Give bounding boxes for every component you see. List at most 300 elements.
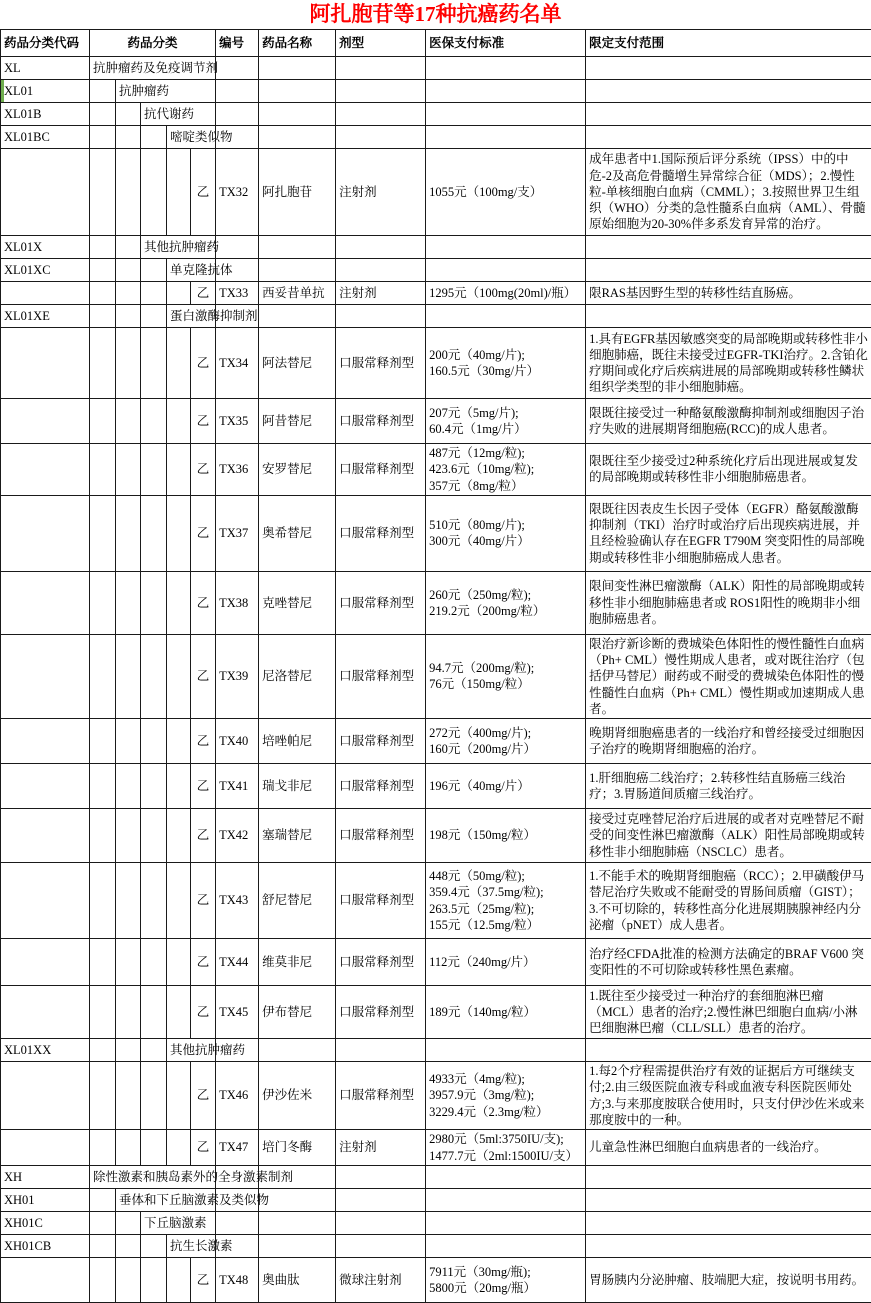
header-number: 编号 (216, 30, 259, 57)
indent-cell (167, 444, 191, 496)
otc-class-cell: 乙 (191, 939, 216, 986)
empty-number-cell (216, 1212, 259, 1235)
drug-code-cell: TX40 (216, 719, 259, 764)
indent-cell (116, 399, 141, 444)
indent-cell (167, 495, 191, 571)
dosage-form-cell: 口服常释剂型 (336, 986, 426, 1039)
empty-code-cell (1, 863, 90, 939)
empty-price-cell (426, 1039, 586, 1062)
scope-cell: 1.不能手术的晚期肾细胞癌（RCC）；2.甲磺酸伊马替尼治疗失败或不能耐受的胃肠间质瘤（GIST）；3.不可切除的，转移性高分化进展期胰腺神经内分泌瘤（pNET）成人患者。 (586, 863, 871, 939)
empty-price-cell (426, 1189, 586, 1212)
indent-cell (141, 719, 167, 764)
empty-code-cell (1, 399, 90, 444)
indent-cell (116, 305, 141, 328)
scope-cell: 治疗经CFDA批准的检测方法确定的BRAF V600 突变阳性的不可切除或转移性黑色素瘤。 (586, 939, 871, 986)
empty-code-cell (1, 634, 90, 718)
indent-cell (167, 149, 191, 236)
empty-scope-cell (586, 1235, 871, 1258)
indent-cell (167, 764, 191, 809)
indent-cell (167, 634, 191, 718)
indent-cell (167, 571, 191, 634)
indent-cell (90, 719, 116, 764)
drug-name-cell: 塞瑞替尼 (259, 809, 336, 863)
drug-row (1, 571, 871, 634)
indent-cell (116, 1062, 141, 1130)
otc-class-cell: 乙 (191, 809, 216, 863)
category-label-cell: 抗代谢药 (141, 103, 216, 126)
indent-cell (141, 863, 167, 939)
indent-cell (116, 634, 141, 718)
price-cell (426, 444, 586, 496)
empty-drug-name-cell (259, 236, 336, 259)
indent-cell (141, 764, 167, 809)
indent-cell (167, 719, 191, 764)
price-line: 510元（80mg/片); (429, 517, 582, 533)
empty-price-cell (426, 1166, 586, 1189)
indent-cell (141, 986, 167, 1039)
scope-cell: 胃肠胰内分泌肿瘤、肢端肥大症，按说明书用药。 (586, 1258, 871, 1303)
drug-code-cell: TX47 (216, 1130, 259, 1166)
category-row (1, 1189, 871, 1212)
category-code-cell: XL01B (1, 103, 90, 126)
drug-code-cell: TX34 (216, 328, 259, 399)
indent-cell (141, 259, 167, 282)
indent-cell (167, 863, 191, 939)
indent-cell (90, 863, 116, 939)
empty-number-cell (216, 103, 259, 126)
otc-class-cell: 乙 (191, 764, 216, 809)
empty-dosage-form-cell (336, 126, 426, 149)
dosage-form-cell: 口服常释剂型 (336, 444, 426, 496)
indent-cell (141, 1130, 167, 1166)
price-cell (426, 809, 586, 863)
scope-cell: 限间变性淋巴瘤激酶（ALK）阳性的局部晚期或转移性非小细胞肺癌患者或 ROS1阳性的晚期非小细胞肺癌患者。 (586, 571, 871, 634)
price-line: 1477.7元（2ml:1500IU/支） (429, 1148, 582, 1164)
price-line: 155元（12.5mg/粒） (429, 917, 582, 933)
indent-cell (141, 1258, 167, 1303)
indent-cell (141, 634, 167, 718)
indent-cell (90, 1212, 116, 1235)
indent-cell (116, 1130, 141, 1166)
price-line: 357元（8mg/粒） (429, 478, 582, 494)
otc-class-cell: 乙 (191, 1062, 216, 1130)
indent-cell (90, 259, 116, 282)
category-label-cell: 除性激素和胰岛素外的全身激素制剂 (90, 1166, 216, 1189)
indent-cell (90, 444, 116, 496)
empty-scope-cell (586, 103, 871, 126)
price-line: 4933元（4mg/粒); (429, 1071, 582, 1087)
empty-code-cell (1, 282, 90, 305)
indent-cell (141, 444, 167, 496)
empty-drug-name-cell (259, 103, 336, 126)
otc-class-cell: 乙 (191, 149, 216, 236)
indent-cell (167, 809, 191, 863)
price-line: 263.5元（25mg/粒); (429, 901, 582, 917)
drug-name-cell: 奥希替尼 (259, 495, 336, 571)
price-line: 359.4元（37.5mg/粒); (429, 884, 582, 900)
empty-code-cell (1, 328, 90, 399)
drug-row (1, 1130, 871, 1166)
empty-drug-name-cell (259, 126, 336, 149)
category-label-cell: 抗肿瘤药及免疫调节剂 (90, 57, 216, 80)
indent-cell (141, 1062, 167, 1130)
indent-cell (116, 495, 141, 571)
header-category: 药品分类 (90, 30, 216, 57)
category-label-cell: 单克隆抗体 (167, 259, 216, 282)
indent-cell (90, 149, 116, 236)
scope-cell: 1.每2个疗程需提供治疗有效的证据后方可继续支付;2.由三级医院血液专科或血液专科医院医师处方;3.与来那度胺联合使用时，只支付伊沙佐米或来那度胺中的一种。 (586, 1062, 871, 1130)
price-line: 2980元（5ml:3750IU/支); (429, 1131, 582, 1147)
category-row (1, 57, 871, 80)
drug-row (1, 634, 871, 718)
price-cell (426, 863, 586, 939)
indent-cell (116, 1212, 141, 1235)
indent-cell (90, 571, 116, 634)
price-cell (426, 939, 586, 986)
otc-class-cell: 乙 (191, 986, 216, 1039)
price-line: 487元（12mg/粒); (429, 445, 582, 461)
empty-price-cell (426, 236, 586, 259)
indent-cell (141, 149, 167, 236)
indent-cell (141, 305, 167, 328)
empty-dosage-form-cell (336, 1235, 426, 1258)
empty-drug-name-cell (259, 1235, 336, 1258)
indent-cell (90, 328, 116, 399)
dosage-form-cell: 口服常释剂型 (336, 863, 426, 939)
drug-row (1, 149, 871, 236)
empty-code-cell (1, 719, 90, 764)
drug-name-cell: 西妥昔单抗 (259, 282, 336, 305)
empty-drug-name-cell (259, 1039, 336, 1062)
indent-cell (141, 399, 167, 444)
scope-cell: 1.具有EGFR基因敏感突变的局部晚期或转移性非小细胞肺癌，既往未接受过EGFR-TKI治疗。2.含铂化疗期间或化疗后疾病进展的局部晚期或转移性鳞状组织学类型的非小细胞肺癌。 (586, 328, 871, 399)
empty-drug-name-cell (259, 1189, 336, 1212)
price-line: 207元（5mg/片); (429, 405, 582, 421)
drug-code-cell: TX36 (216, 444, 259, 496)
table-body (1, 57, 871, 1303)
category-row (1, 1235, 871, 1258)
category-code-cell: XL01BC (1, 126, 90, 149)
drug-code-cell: TX48 (216, 1258, 259, 1303)
empty-dosage-form-cell (336, 1189, 426, 1212)
empty-scope-cell (586, 1189, 871, 1212)
drug-row (1, 399, 871, 444)
category-row (1, 1039, 871, 1062)
category-code-cell: XH (1, 1166, 90, 1189)
empty-dosage-form-cell (336, 1039, 426, 1062)
drug-name-cell: 阿法替尼 (259, 328, 336, 399)
drug-name-cell: 培门冬酶 (259, 1130, 336, 1166)
scope-cell: 成年患者中1.国际预后评分系统（IPSS）中的中危-2及高危骨髓增生异常综合征（MDS）；2.慢性粒-单核细胞白血病（CMML）；3.按照世界卫生组织（WHO）分类的急性髓系白血病（AML）、骨髓原始细胞为20-30%伴多系发育异常的治疗。 (586, 149, 871, 236)
empty-code-cell (1, 571, 90, 634)
price-line: 3229.4元（2.3mg/粒） (429, 1104, 582, 1120)
indent-cell (90, 1235, 116, 1258)
drug-name-cell: 尼洛替尼 (259, 634, 336, 718)
empty-drug-name-cell (259, 57, 336, 80)
empty-scope-cell (586, 236, 871, 259)
empty-scope-cell (586, 1039, 871, 1062)
empty-dosage-form-cell (336, 305, 426, 328)
empty-scope-cell (586, 259, 871, 282)
otc-class-cell: 乙 (191, 863, 216, 939)
indent-cell (116, 1039, 141, 1062)
indent-cell (167, 1062, 191, 1130)
indent-cell (90, 126, 116, 149)
price-cell (426, 1258, 586, 1303)
drug-row (1, 809, 871, 863)
indent-cell (90, 495, 116, 571)
category-label-cell: 嘧啶类似物 (167, 126, 216, 149)
empty-price-cell (426, 305, 586, 328)
indent-cell (90, 1258, 116, 1303)
drug-code-cell: TX39 (216, 634, 259, 718)
scope-cell: 儿童急性淋巴细胞白血病患者的一线治疗。 (586, 1130, 871, 1166)
empty-price-cell (426, 126, 586, 149)
scope-cell: 限既往至少接受过2种系统化疗后出现进展或复发的局部晚期或转移性非小细胞肺癌患者。 (586, 444, 871, 496)
price-line: 272元（400mg/片); (429, 725, 582, 741)
drug-name-cell: 安罗替尼 (259, 444, 336, 496)
indent-cell (116, 259, 141, 282)
empty-price-cell (426, 1235, 586, 1258)
empty-drug-name-cell (259, 259, 336, 282)
drug-row (1, 719, 871, 764)
category-row (1, 305, 871, 328)
header-payment-scope: 限定支付范围 (586, 30, 871, 57)
empty-code-cell (1, 495, 90, 571)
category-label-cell: 下丘脑激素 (141, 1212, 216, 1235)
indent-cell (116, 571, 141, 634)
price-cell (426, 634, 586, 718)
price-line: 423.6元（10mg/粒); (429, 461, 582, 477)
indent-cell (116, 103, 141, 126)
indent-cell (116, 986, 141, 1039)
category-code-cell: XL01XE (1, 305, 90, 328)
category-label-cell: 其他抗肿瘤药 (167, 1039, 216, 1062)
empty-drug-name-cell (259, 1212, 336, 1235)
indent-cell (167, 328, 191, 399)
drug-code-cell: TX46 (216, 1062, 259, 1130)
dosage-form-cell: 注射剂 (336, 1130, 426, 1166)
drug-name-cell: 阿扎胞苷 (259, 149, 336, 236)
scope-cell: 限RAS基因野生型的转移性结直肠癌。 (586, 282, 871, 305)
drug-code-cell: TX32 (216, 149, 259, 236)
price-cell (426, 1062, 586, 1130)
otc-class-cell: 乙 (191, 444, 216, 496)
drug-code-cell: TX37 (216, 495, 259, 571)
empty-drug-name-cell (259, 305, 336, 328)
dosage-form-cell: 口服常释剂型 (336, 764, 426, 809)
price-line: 112元（240mg/片） (429, 954, 582, 970)
empty-price-cell (426, 80, 586, 103)
empty-code-cell (1, 809, 90, 863)
category-label-cell: 抗生长激素 (167, 1235, 216, 1258)
page-title: 阿扎胞苷等17种抗癌药名单 (0, 0, 871, 29)
indent-cell (90, 80, 116, 103)
dosage-form-cell: 注射剂 (336, 149, 426, 236)
scope-cell: 接受过克唑替尼治疗后进展的或者对克唑替尼不耐受的间变性淋巴瘤激酶（ALK）阳性局部晚期或转移性非小细胞肺癌（NSCLC）患者。 (586, 809, 871, 863)
drug-code-cell: TX35 (216, 399, 259, 444)
empty-code-cell (1, 444, 90, 496)
indent-cell (116, 809, 141, 863)
category-row (1, 1166, 871, 1189)
empty-scope-cell (586, 57, 871, 80)
empty-code-cell (1, 986, 90, 1039)
indent-cell (141, 328, 167, 399)
drug-row (1, 328, 871, 399)
drug-row (1, 1062, 871, 1130)
price-cell (426, 719, 586, 764)
empty-scope-cell (586, 305, 871, 328)
empty-code-cell (1, 1258, 90, 1303)
category-row (1, 236, 871, 259)
drug-code-cell: TX41 (216, 764, 259, 809)
price-cell (426, 149, 586, 236)
indent-cell (116, 1258, 141, 1303)
empty-code-cell (1, 149, 90, 236)
category-code-cell: XL01XC (1, 259, 90, 282)
price-line: 198元（150mg/粒） (429, 827, 582, 843)
indent-cell (116, 863, 141, 939)
price-line: 7911元（30mg/瓶); (429, 1264, 582, 1280)
dosage-form-cell: 口服常释剂型 (336, 328, 426, 399)
empty-dosage-form-cell (336, 57, 426, 80)
price-line: 160.5元（30mg/片） (429, 363, 582, 379)
indent-cell (90, 634, 116, 718)
drug-name-cell: 维莫非尼 (259, 939, 336, 986)
otc-class-cell: 乙 (191, 282, 216, 305)
category-code-cell: XH01CB (1, 1235, 90, 1258)
indent-cell (141, 571, 167, 634)
category-label-cell: 抗肿瘤药 (116, 80, 216, 103)
empty-price-cell (426, 1212, 586, 1235)
price-line: 196元（40mg/片） (429, 778, 582, 794)
category-label-cell: 蛋白激酶抑制剂 (167, 305, 216, 328)
price-line: 60.4元（1mg/片） (429, 421, 582, 437)
drug-name-cell: 伊布替尼 (259, 986, 336, 1039)
indent-cell (141, 282, 167, 305)
drug-code-cell: TX43 (216, 863, 259, 939)
indent-cell (141, 1039, 167, 1062)
indent-cell (90, 236, 116, 259)
indent-cell (116, 328, 141, 399)
indent-cell (116, 444, 141, 496)
dosage-form-cell: 微球注射剂 (336, 1258, 426, 1303)
dosage-form-cell: 口服常释剂型 (336, 634, 426, 718)
dosage-form-cell: 口服常释剂型 (336, 719, 426, 764)
scope-cell: 限既往因表皮生长因子受体（EGFR）酪氨酸激酶抑制剂（TKI）治疗时或治疗后出现疾病进展，并且经检验确认存在EGFR T790M 突变阳性的局部晚期或转移性非小细胞肺癌成人患者。 (586, 495, 871, 571)
indent-cell (141, 126, 167, 149)
otc-class-cell: 乙 (191, 719, 216, 764)
table-header-row (1, 30, 871, 57)
drug-row (1, 986, 871, 1039)
indent-cell (90, 1039, 116, 1062)
empty-dosage-form-cell (336, 1166, 426, 1189)
indent-cell (90, 1062, 116, 1130)
drug-table (0, 29, 871, 1303)
scope-cell: 1.既往至少接受过一种治疗的套细胞淋巴瘤（MCL）患者的治疗;2.慢性淋巴细胞白血病/小淋巴细胞淋巴瘤（CLL/SLL）患者的治疗。 (586, 986, 871, 1039)
indent-cell (90, 399, 116, 444)
drug-name-cell: 阿昔替尼 (259, 399, 336, 444)
otc-class-cell: 乙 (191, 634, 216, 718)
otc-class-cell: 乙 (191, 328, 216, 399)
dosage-form-cell: 口服常释剂型 (336, 809, 426, 863)
category-row (1, 80, 871, 103)
empty-dosage-form-cell (336, 1212, 426, 1235)
otc-class-cell: 乙 (191, 1258, 216, 1303)
indent-cell (141, 809, 167, 863)
price-line: 76元（150mg/粒） (429, 676, 582, 692)
category-code-cell: XH01C (1, 1212, 90, 1235)
price-cell (426, 399, 586, 444)
drug-code-cell: TX33 (216, 282, 259, 305)
header-payment-standard: 医保支付标准 (426, 30, 586, 57)
scope-cell: 晚期肾细胞癌患者的一线治疗和曾经接受过细胞因子治疗的晚期肾细胞癌的治疗。 (586, 719, 871, 764)
price-line: 219.2元（200mg/粒） (429, 603, 582, 619)
header-dosage-form: 剂型 (336, 30, 426, 57)
category-code-cell: XL01XX (1, 1039, 90, 1062)
price-line: 160元（200mg/片） (429, 741, 582, 757)
header-drug-name: 药品名称 (259, 30, 336, 57)
category-label-cell: 其他抗肿瘤药 (141, 236, 216, 259)
price-line: 5800元（20mg/瓶） (429, 1280, 582, 1296)
empty-dosage-form-cell (336, 236, 426, 259)
empty-scope-cell (586, 80, 871, 103)
category-code-cell: XL (1, 57, 90, 80)
price-cell (426, 282, 586, 305)
empty-dosage-form-cell (336, 103, 426, 126)
dosage-form-cell: 口服常释剂型 (336, 939, 426, 986)
price-cell (426, 495, 586, 571)
scope-cell: 限既往接受过一种酪氨酸激酶抑制剂或细胞因子治疗失败的进展期肾细胞癌(RCC)的成人患者。 (586, 399, 871, 444)
price-line: 300元（40mg/片） (429, 533, 582, 549)
drug-row (1, 282, 871, 305)
indent-cell (167, 282, 191, 305)
drug-name-cell: 克唑替尼 (259, 571, 336, 634)
price-cell (426, 328, 586, 399)
empty-scope-cell (586, 126, 871, 149)
indent-cell (167, 399, 191, 444)
price-line: 189元（140mg/粒） (429, 1004, 582, 1020)
indent-cell (116, 236, 141, 259)
otc-class-cell: 乙 (191, 1130, 216, 1166)
otc-class-cell: 乙 (191, 495, 216, 571)
indent-cell (116, 149, 141, 236)
otc-class-cell: 乙 (191, 399, 216, 444)
indent-cell (90, 939, 116, 986)
empty-price-cell (426, 57, 586, 80)
indent-cell (116, 764, 141, 809)
drug-row (1, 764, 871, 809)
category-row (1, 103, 871, 126)
drug-name-cell: 培唑帕尼 (259, 719, 336, 764)
empty-number-cell (216, 57, 259, 80)
scope-cell: 限治疗新诊断的费城染色体阳性的慢性髓性白血病（Ph+ CML）慢性期成人患者，或对既往治疗（包括伊马替尼）耐药或不耐受的费城染色体阳性的慢性髓性白血病（Ph+ CML）慢性期或加速期成人患者。 (586, 634, 871, 718)
drug-name-cell: 奥曲肽 (259, 1258, 336, 1303)
empty-code-cell (1, 1062, 90, 1130)
empty-code-cell (1, 939, 90, 986)
dosage-form-cell: 口服常释剂型 (336, 1062, 426, 1130)
indent-cell (167, 986, 191, 1039)
dosage-form-cell: 口服常释剂型 (336, 495, 426, 571)
empty-drug-name-cell (259, 80, 336, 103)
category-code-cell: XH01 (1, 1189, 90, 1212)
drug-row (1, 444, 871, 496)
indent-cell (116, 1235, 141, 1258)
category-row (1, 1212, 871, 1235)
drug-code-cell: TX44 (216, 939, 259, 986)
drug-row (1, 939, 871, 986)
empty-number-cell (216, 236, 259, 259)
